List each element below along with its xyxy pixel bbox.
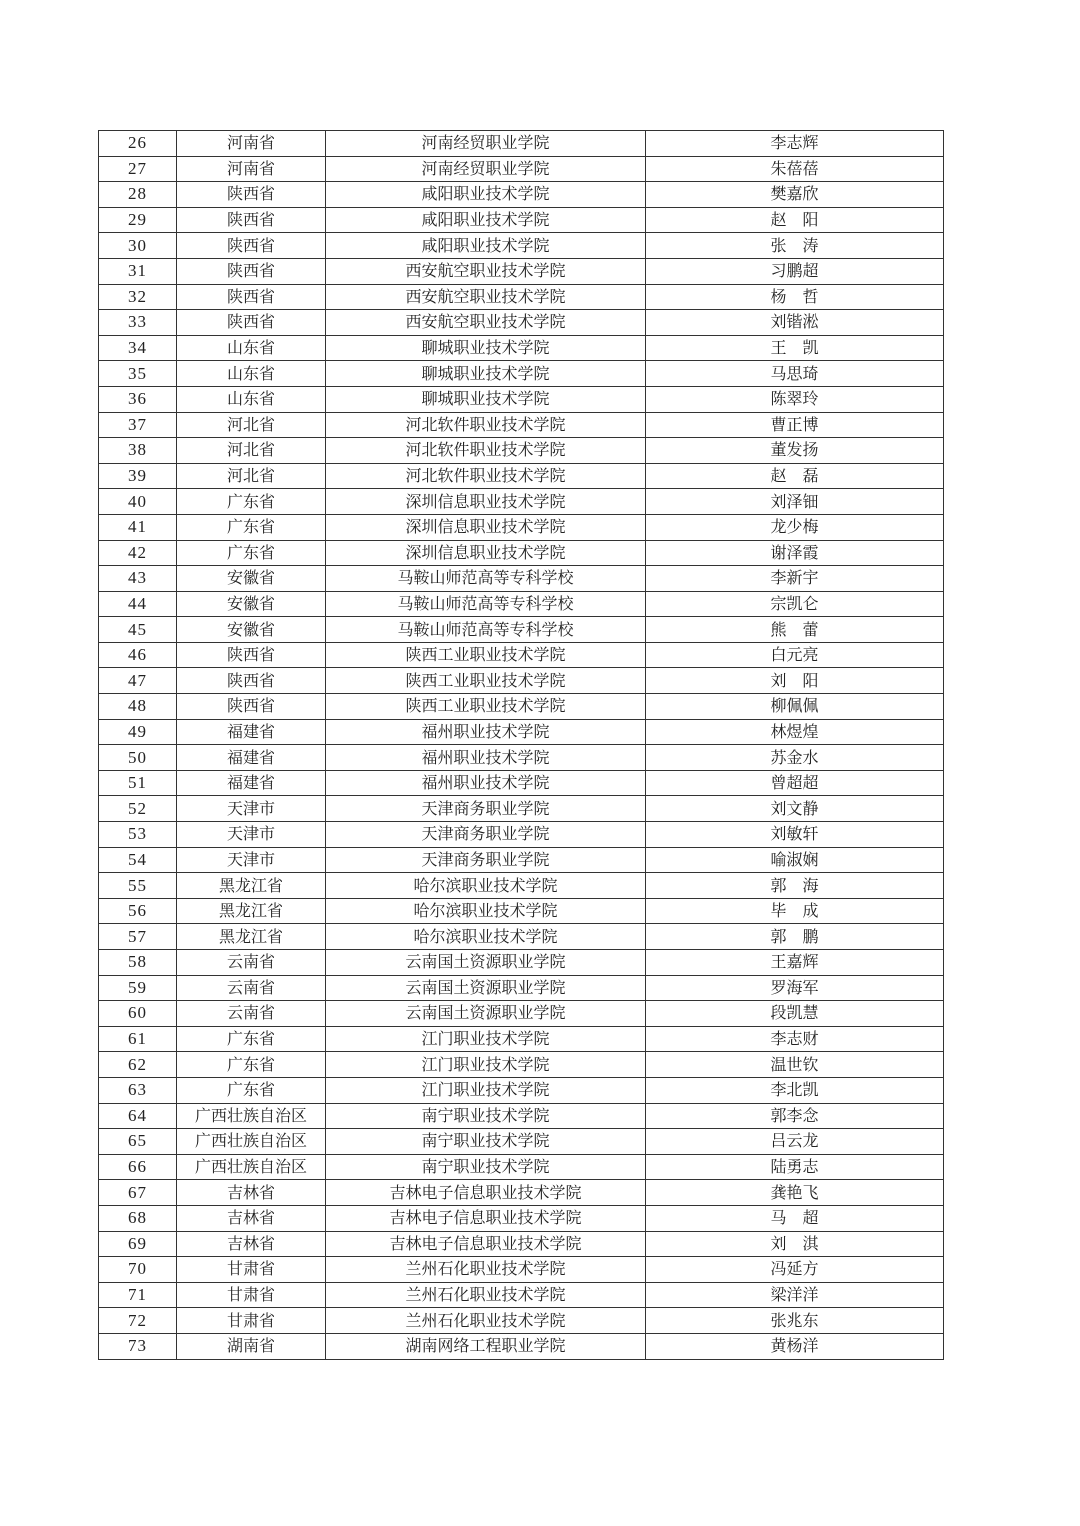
student-name-cell: 曾超超 (646, 770, 944, 796)
province-cell: 陕西省 (177, 694, 326, 720)
table-row (99, 591, 944, 617)
row-number-cell: 32 (99, 284, 177, 310)
table-row (99, 975, 944, 1001)
student-name-cell: 吕云龙 (646, 1129, 944, 1155)
table-row (99, 668, 944, 694)
student-name-cell: 郭 鹏 (646, 924, 944, 950)
student-name-cell: 梁洋洋 (646, 1282, 944, 1308)
table-row (99, 182, 944, 208)
student-name-cell: 樊嘉欣 (646, 182, 944, 208)
student-name-cell: 白元亮 (646, 642, 944, 668)
student-name-cell: 段凯慧 (646, 1001, 944, 1027)
row-number-cell: 56 (99, 898, 177, 924)
province-cell: 河南省 (177, 156, 326, 182)
province-cell: 黑龙江省 (177, 924, 326, 950)
student-name-cell: 王嘉辉 (646, 950, 944, 976)
school-cell: 马鞍山师范高等专科学校 (326, 591, 646, 617)
province-cell: 河北省 (177, 438, 326, 464)
table-row (99, 719, 944, 745)
province-cell: 福建省 (177, 719, 326, 745)
school-cell: 云南国土资源职业学院 (326, 1001, 646, 1027)
school-cell: 西安航空职业技术学院 (326, 310, 646, 336)
table-row (99, 642, 944, 668)
table-row (99, 847, 944, 873)
table-row (99, 1129, 944, 1155)
province-cell: 广东省 (177, 514, 326, 540)
student-name-cell: 李志财 (646, 1026, 944, 1052)
school-cell: 兰州石化职业技术学院 (326, 1257, 646, 1283)
table-row (99, 1205, 944, 1231)
school-cell: 聊城职业技术学院 (326, 361, 646, 387)
school-cell: 咸阳职业技术学院 (326, 207, 646, 233)
table-row (99, 873, 944, 899)
school-cell: 聊城职业技术学院 (326, 386, 646, 412)
school-cell: 天津商务职业学院 (326, 796, 646, 822)
row-number-cell: 46 (99, 642, 177, 668)
province-cell: 安徽省 (177, 591, 326, 617)
row-number-cell: 35 (99, 361, 177, 387)
row-number-cell: 44 (99, 591, 177, 617)
row-number-cell: 54 (99, 847, 177, 873)
row-number-cell: 31 (99, 258, 177, 284)
student-name-cell: 赵 阳 (646, 207, 944, 233)
row-number-cell: 39 (99, 463, 177, 489)
table-row (99, 950, 944, 976)
table-row (99, 822, 944, 848)
school-cell: 河北软件职业技术学院 (326, 412, 646, 438)
row-number-cell: 63 (99, 1077, 177, 1103)
school-cell: 河南经贸职业学院 (326, 156, 646, 182)
table-row (99, 566, 944, 592)
row-number-cell: 59 (99, 975, 177, 1001)
table-row (99, 1154, 944, 1180)
province-cell: 河南省 (177, 131, 326, 157)
table-row (99, 1308, 944, 1334)
row-number-cell: 28 (99, 182, 177, 208)
school-cell: 聊城职业技术学院 (326, 335, 646, 361)
student-name-cell: 董发扬 (646, 438, 944, 464)
table-row (99, 770, 944, 796)
province-cell: 甘肃省 (177, 1308, 326, 1334)
school-cell: 西安航空职业技术学院 (326, 284, 646, 310)
province-cell: 陕西省 (177, 642, 326, 668)
student-name-cell: 柳佩佩 (646, 694, 944, 720)
row-number-cell: 30 (99, 233, 177, 259)
table-row (99, 284, 944, 310)
province-cell: 黑龙江省 (177, 898, 326, 924)
row-number-cell: 57 (99, 924, 177, 950)
student-name-cell: 张 涛 (646, 233, 944, 259)
province-cell: 广西壮族自治区 (177, 1103, 326, 1129)
row-number-cell: 38 (99, 438, 177, 464)
province-cell: 广西壮族自治区 (177, 1154, 326, 1180)
student-name-cell: 刘敏轩 (646, 822, 944, 848)
school-cell: 天津商务职业学院 (326, 822, 646, 848)
row-number-cell: 55 (99, 873, 177, 899)
school-cell: 哈尔滨职业技术学院 (326, 873, 646, 899)
school-cell: 天津商务职业学院 (326, 847, 646, 873)
school-cell: 吉林电子信息职业技术学院 (326, 1180, 646, 1206)
table-row (99, 1103, 944, 1129)
school-cell: 马鞍山师范高等专科学校 (326, 566, 646, 592)
row-number-cell: 62 (99, 1052, 177, 1078)
row-number-cell: 64 (99, 1103, 177, 1129)
student-name-cell: 毕 成 (646, 898, 944, 924)
province-cell: 天津市 (177, 822, 326, 848)
province-cell: 陕西省 (177, 284, 326, 310)
student-name-cell: 宗凯仑 (646, 591, 944, 617)
row-number-cell: 58 (99, 950, 177, 976)
table-row (99, 361, 944, 387)
province-cell: 甘肃省 (177, 1257, 326, 1283)
row-number-cell: 49 (99, 719, 177, 745)
school-cell: 陕西工业职业技术学院 (326, 694, 646, 720)
table-row (99, 335, 944, 361)
school-cell: 深圳信息职业技术学院 (326, 540, 646, 566)
table-row (99, 540, 944, 566)
table-row (99, 233, 944, 259)
table-row (99, 386, 944, 412)
student-name-cell: 朱蓓蓓 (646, 156, 944, 182)
province-cell: 安徽省 (177, 566, 326, 592)
province-cell: 甘肃省 (177, 1282, 326, 1308)
school-cell: 西安航空职业技术学院 (326, 258, 646, 284)
province-cell: 吉林省 (177, 1180, 326, 1206)
table-row (99, 489, 944, 515)
table-row (99, 1333, 944, 1359)
province-cell: 云南省 (177, 1001, 326, 1027)
row-number-cell: 68 (99, 1205, 177, 1231)
province-cell: 广西壮族自治区 (177, 1129, 326, 1155)
table-row (99, 1052, 944, 1078)
province-cell: 河北省 (177, 463, 326, 489)
table-row (99, 1231, 944, 1257)
row-number-cell: 43 (99, 566, 177, 592)
table-row (99, 156, 944, 182)
school-cell: 湖南网络工程职业学院 (326, 1333, 646, 1359)
roster-table-body (99, 131, 944, 1360)
province-cell: 安徽省 (177, 617, 326, 643)
school-cell: 福州职业技术学院 (326, 719, 646, 745)
school-cell: 福州职业技术学院 (326, 745, 646, 771)
table-row (99, 1282, 944, 1308)
school-cell: 咸阳职业技术学院 (326, 233, 646, 259)
student-name-cell: 习鹏超 (646, 258, 944, 284)
table-row (99, 1257, 944, 1283)
row-number-cell: 70 (99, 1257, 177, 1283)
student-name-cell: 谢泽霞 (646, 540, 944, 566)
school-cell: 深圳信息职业技术学院 (326, 514, 646, 540)
table-row (99, 1026, 944, 1052)
province-cell: 天津市 (177, 847, 326, 873)
table-row (99, 796, 944, 822)
province-cell: 吉林省 (177, 1231, 326, 1257)
school-cell: 南宁职业技术学院 (326, 1154, 646, 1180)
student-name-cell: 李北凯 (646, 1077, 944, 1103)
row-number-cell: 53 (99, 822, 177, 848)
student-name-cell: 喻淑娴 (646, 847, 944, 873)
school-cell: 河北软件职业技术学院 (326, 438, 646, 464)
table-row (99, 694, 944, 720)
row-number-cell: 27 (99, 156, 177, 182)
table-row (99, 131, 944, 157)
province-cell: 云南省 (177, 975, 326, 1001)
row-number-cell: 36 (99, 386, 177, 412)
province-cell: 福建省 (177, 770, 326, 796)
student-name-cell: 杨 哲 (646, 284, 944, 310)
row-number-cell: 47 (99, 668, 177, 694)
student-name-cell: 龚艳飞 (646, 1180, 944, 1206)
student-name-cell: 刘锴淞 (646, 310, 944, 336)
row-number-cell: 40 (99, 489, 177, 515)
province-cell: 福建省 (177, 745, 326, 771)
school-cell: 吉林电子信息职业技术学院 (326, 1205, 646, 1231)
province-cell: 吉林省 (177, 1205, 326, 1231)
row-number-cell: 26 (99, 131, 177, 157)
row-number-cell: 34 (99, 335, 177, 361)
province-cell: 山东省 (177, 386, 326, 412)
table-row (99, 617, 944, 643)
school-cell: 江门职业技术学院 (326, 1077, 646, 1103)
school-cell: 云南国土资源职业学院 (326, 975, 646, 1001)
province-cell: 广东省 (177, 1026, 326, 1052)
province-cell: 陕西省 (177, 668, 326, 694)
table-row (99, 438, 944, 464)
row-number-cell: 60 (99, 1001, 177, 1027)
student-name-cell: 郭 海 (646, 873, 944, 899)
table-row (99, 258, 944, 284)
school-cell: 哈尔滨职业技术学院 (326, 898, 646, 924)
province-cell: 广东省 (177, 1077, 326, 1103)
row-number-cell: 66 (99, 1154, 177, 1180)
row-number-cell: 45 (99, 617, 177, 643)
school-cell: 云南国土资源职业学院 (326, 950, 646, 976)
student-name-cell: 刘文静 (646, 796, 944, 822)
province-cell: 黑龙江省 (177, 873, 326, 899)
student-name-cell: 冯延方 (646, 1257, 944, 1283)
row-number-cell: 42 (99, 540, 177, 566)
table-row (99, 412, 944, 438)
province-cell: 陕西省 (177, 258, 326, 284)
province-cell: 湖南省 (177, 1333, 326, 1359)
province-cell: 陕西省 (177, 310, 326, 336)
student-name-cell: 赵 磊 (646, 463, 944, 489)
school-cell: 兰州石化职业技术学院 (326, 1308, 646, 1334)
school-cell: 江门职业技术学院 (326, 1026, 646, 1052)
row-number-cell: 37 (99, 412, 177, 438)
row-number-cell: 73 (99, 1333, 177, 1359)
table-row (99, 310, 944, 336)
student-name-cell: 郭李念 (646, 1103, 944, 1129)
row-number-cell: 72 (99, 1308, 177, 1334)
row-number-cell: 69 (99, 1231, 177, 1257)
table-row (99, 514, 944, 540)
province-cell: 广东省 (177, 540, 326, 566)
student-name-cell: 李新宇 (646, 566, 944, 592)
student-name-cell: 王 凯 (646, 335, 944, 361)
school-cell: 哈尔滨职业技术学院 (326, 924, 646, 950)
school-cell: 陕西工业职业技术学院 (326, 668, 646, 694)
student-name-cell: 黄杨洋 (646, 1333, 944, 1359)
school-cell: 兰州石化职业技术学院 (326, 1282, 646, 1308)
student-name-cell: 温世钦 (646, 1052, 944, 1078)
student-name-cell: 马 超 (646, 1205, 944, 1231)
row-number-cell: 41 (99, 514, 177, 540)
student-name-cell: 马思琦 (646, 361, 944, 387)
province-cell: 陕西省 (177, 182, 326, 208)
school-cell: 吉林电子信息职业技术学院 (326, 1231, 646, 1257)
table-row (99, 207, 944, 233)
row-number-cell: 33 (99, 310, 177, 336)
row-number-cell: 51 (99, 770, 177, 796)
province-cell: 陕西省 (177, 207, 326, 233)
table-row (99, 1180, 944, 1206)
school-cell: 咸阳职业技术学院 (326, 182, 646, 208)
province-cell: 陕西省 (177, 233, 326, 259)
table-row (99, 745, 944, 771)
student-name-cell: 张兆东 (646, 1308, 944, 1334)
school-cell: 福州职业技术学院 (326, 770, 646, 796)
row-number-cell: 61 (99, 1026, 177, 1052)
row-number-cell: 71 (99, 1282, 177, 1308)
province-cell: 河北省 (177, 412, 326, 438)
roster-table (98, 130, 944, 1360)
student-name-cell: 林煜煌 (646, 719, 944, 745)
school-cell: 深圳信息职业技术学院 (326, 489, 646, 515)
school-cell: 南宁职业技术学院 (326, 1129, 646, 1155)
province-cell: 广东省 (177, 489, 326, 515)
row-number-cell: 50 (99, 745, 177, 771)
table-row (99, 898, 944, 924)
student-name-cell: 李志辉 (646, 131, 944, 157)
student-name-cell: 刘泽钿 (646, 489, 944, 515)
row-number-cell: 52 (99, 796, 177, 822)
province-cell: 山东省 (177, 335, 326, 361)
student-name-cell: 罗海军 (646, 975, 944, 1001)
school-cell: 河北软件职业技术学院 (326, 463, 646, 489)
row-number-cell: 67 (99, 1180, 177, 1206)
province-cell: 云南省 (177, 950, 326, 976)
row-number-cell: 48 (99, 694, 177, 720)
school-cell: 南宁职业技术学院 (326, 1103, 646, 1129)
school-cell: 马鞍山师范高等专科学校 (326, 617, 646, 643)
school-cell: 陕西工业职业技术学院 (326, 642, 646, 668)
student-name-cell: 陈翠玲 (646, 386, 944, 412)
row-number-cell: 65 (99, 1129, 177, 1155)
province-cell: 山东省 (177, 361, 326, 387)
student-name-cell: 苏金水 (646, 745, 944, 771)
province-cell: 天津市 (177, 796, 326, 822)
province-cell: 广东省 (177, 1052, 326, 1078)
student-name-cell: 刘 淇 (646, 1231, 944, 1257)
table-row (99, 1077, 944, 1103)
table-row (99, 924, 944, 950)
student-name-cell: 曹正博 (646, 412, 944, 438)
table-row (99, 1001, 944, 1027)
school-cell: 江门职业技术学院 (326, 1052, 646, 1078)
table-row (99, 463, 944, 489)
school-cell: 河南经贸职业学院 (326, 131, 646, 157)
student-name-cell: 陆勇志 (646, 1154, 944, 1180)
student-name-cell: 熊 蕾 (646, 617, 944, 643)
student-name-cell: 龙少梅 (646, 514, 944, 540)
row-number-cell: 29 (99, 207, 177, 233)
student-name-cell: 刘 阳 (646, 668, 944, 694)
